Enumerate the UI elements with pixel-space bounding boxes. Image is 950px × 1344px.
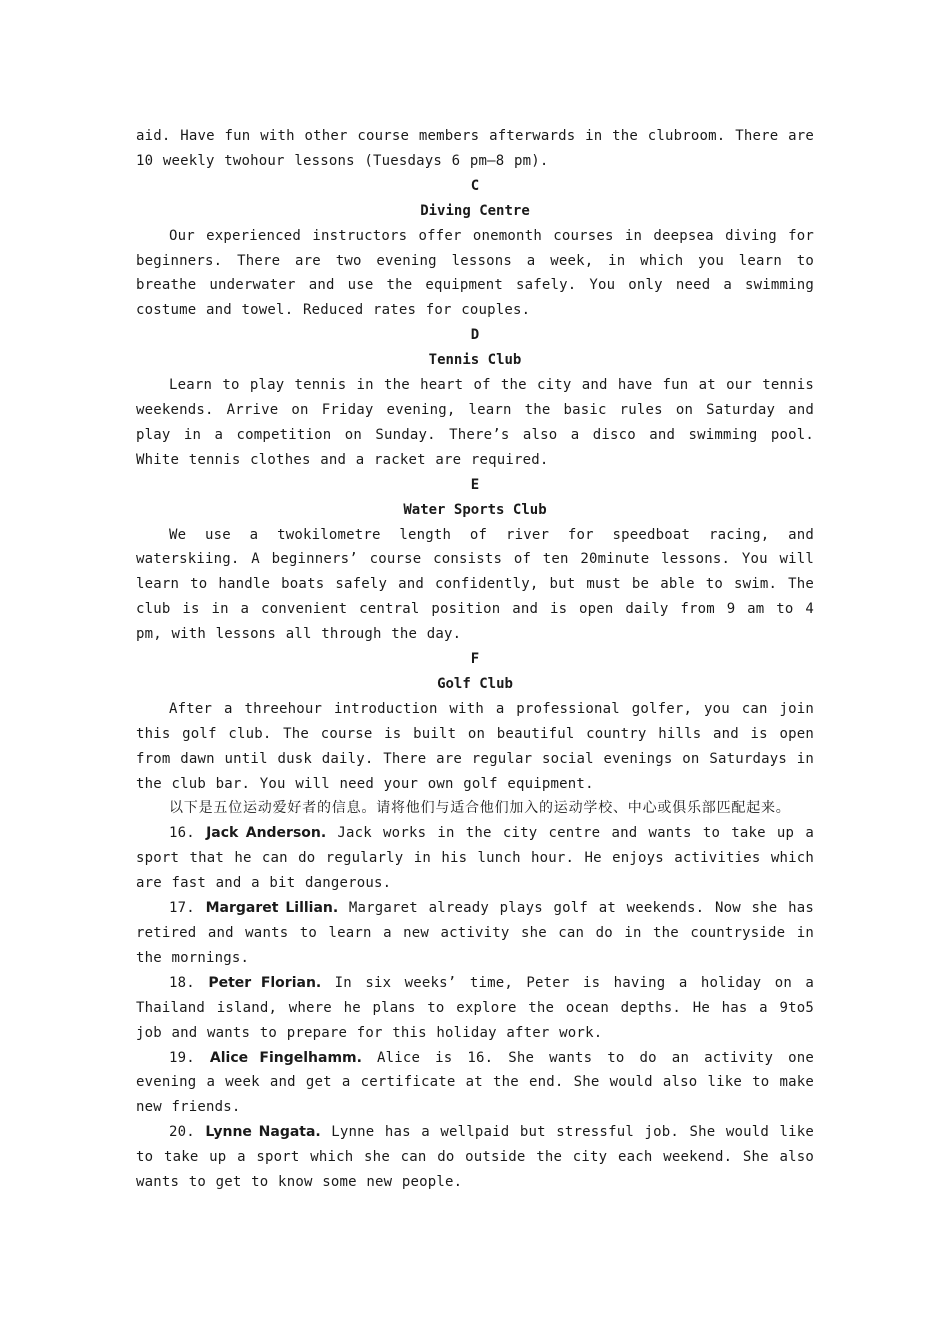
question-number: 19. [169, 1049, 195, 1066]
section-title: Tennis Club [428, 352, 522, 369]
question-paragraph [136, 971, 814, 1046]
section-e [136, 473, 814, 647]
question-text: Alice is 16. She wants to do an activity one evening a week and get a certificate at the end. She would also like to make new friends. [136, 1049, 814, 1116]
question-paragraph [136, 1120, 814, 1195]
document-page [136, 124, 814, 1195]
question-19 [136, 1046, 814, 1121]
question-17 [136, 896, 814, 971]
question-20 [136, 1120, 814, 1195]
section-body: Our experienced instructors offer onemonth courses in deepsea diving for beginners. There are two evening lessons a week, in which you learn to breathe underwater and use the equipment safely. You only need a swimming costume and towel. Reduced rates for couples. [136, 227, 814, 319]
section-letter: F [470, 651, 480, 668]
section-f [136, 647, 814, 796]
matching-instruction: 以下是五位运动爱好者的信息。请将他们与适合他们加入的运动学校、中心或俱乐部匹配起来。 [169, 800, 791, 817]
section-c [136, 174, 814, 323]
section-letter: C [470, 177, 480, 194]
person-name: Peter Florian. [208, 974, 322, 991]
section-body: After a threehour introduction with a professional golfer, you can join this golf club. The course is built on beautiful country hills and is open from dawn until dusk daily. There are regular social evenings on Saturdays in the club bar. You will need your own golf equipment. [136, 700, 814, 792]
question-text: In six weeks’ time, Peter is having a holiday on a Thailand island, where he plans to explore the ocean depths. He has a 9to5 job and wants to prepare for this holiday after work. [136, 974, 814, 1041]
question-number: 16. [169, 825, 195, 842]
question-number: 20. [169, 1124, 195, 1141]
question-paragraph [136, 896, 814, 971]
question-text: Jack works in the city centre and wants to take up a sport that he can do regularly in his lunch hour. He enjoys activities which are fast and a bit dangerous. [136, 825, 814, 892]
person-name: Lynne Nagata. [205, 1124, 321, 1141]
question-paragraph [136, 1046, 814, 1121]
question-18 [136, 971, 814, 1046]
section-letter: E [470, 476, 480, 493]
question-text: Lynne has a wellpaid but stressful job. She would like to take up a sport which she can do outside the city each weekend. She also wants to get to know some new people. [136, 1124, 814, 1191]
person-name: Jack Anderson. [206, 825, 327, 842]
question-text: Margaret already plays golf at weekends. Now she has retired and wants to learn a new activity she can do in the countryside in the mornings. [136, 900, 814, 966]
question-16 [136, 821, 814, 896]
section-title: Water Sports Club [403, 501, 547, 518]
section-title: Diving Centre [420, 202, 530, 219]
person-name: Alice Fingelhamm. [209, 1049, 362, 1066]
section-d [136, 323, 814, 472]
question-number: 18. [169, 974, 195, 991]
section-title: Golf Club [437, 675, 513, 692]
section-body: We use a twokilometre length of river for speedboat racing, and waterskiing. A beginners’ course consists of ten 20minute lessons. You will learn to handle boats safely and confidently, but must be able to swim. The club is in a convenient central position and is open daily from 9 am to 4 pm, with lessons all through the day. [136, 526, 814, 643]
question-number: 17. [169, 900, 195, 917]
intro-tail-paragraph: aid. Have fun with other course members afterwards in the clubroom. There are 10 weekly twohour lessons (Tuesdays 6 pm—8 pm). [136, 128, 814, 169]
person-name: Margaret Lillian. [205, 900, 339, 917]
section-letter: D [470, 327, 480, 344]
question-paragraph [136, 821, 814, 896]
section-body: Learn to play tennis in the heart of the city and have fun at our tennis weekends. Arrive on Friday evening, learn the basic rules on Saturday and play in a competition on Sunday. There’s also a disco and swimming pool. White tennis clothes and a racket are required. [136, 377, 814, 468]
